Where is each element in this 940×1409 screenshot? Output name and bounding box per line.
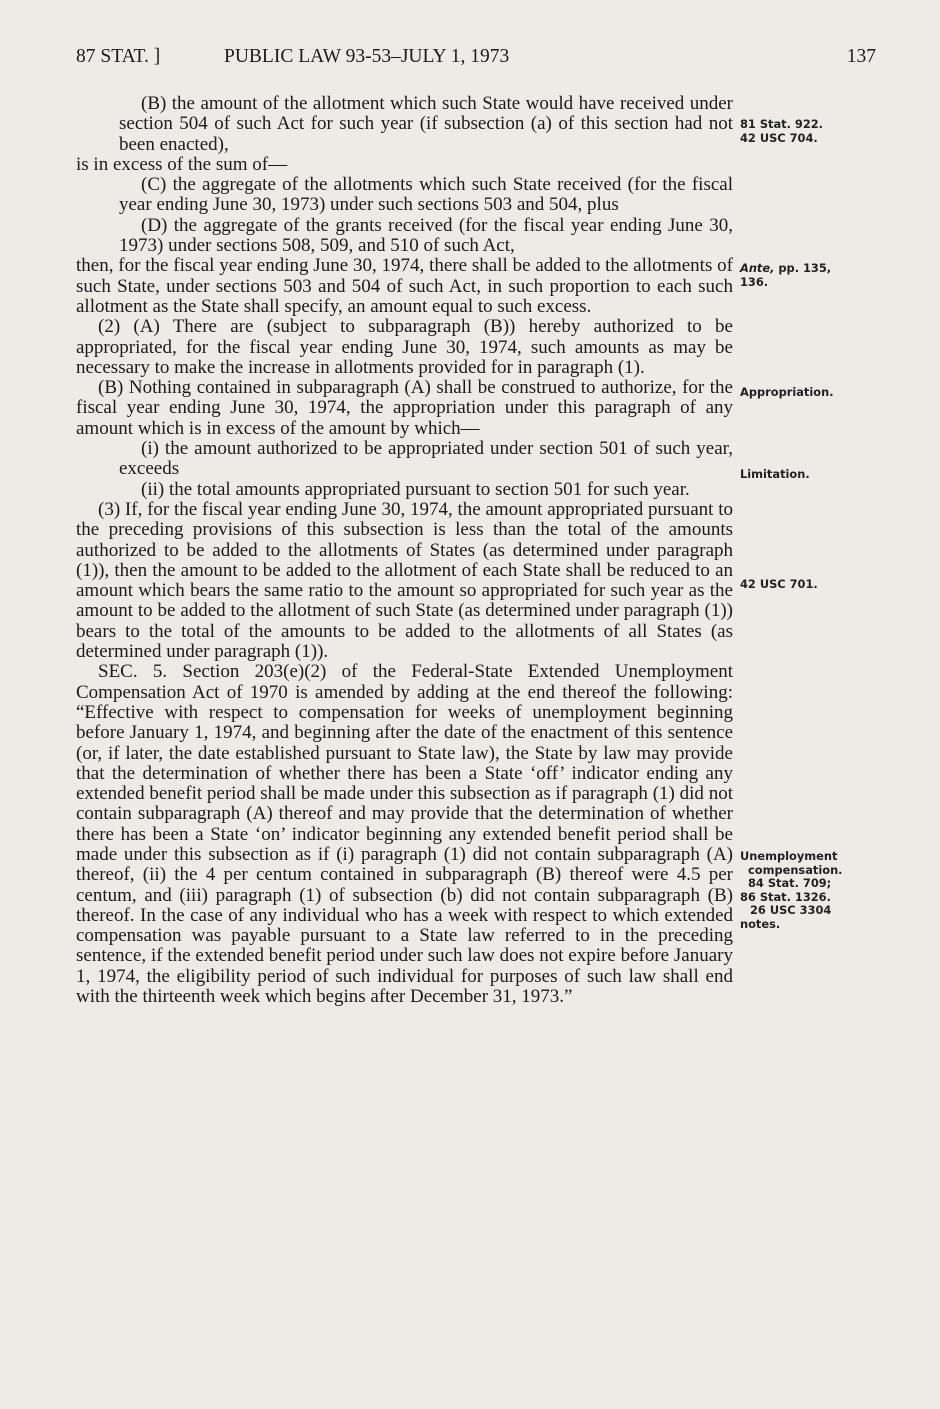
public-law-title: PUBLIC LAW 93-53–JULY 1, 1973 [224,46,510,67]
paragraph-i-amount-authorized: (i) the amount authorized to be appropriated under section 501 of such year, exceeds [119,438,733,480]
stat-volume: 87 STAT. ] [76,46,161,67]
paragraph-2a-appropriation: (2) (A) There are (subject to subparagraph (B)) hereby authorized to be appropriated, for the fiscal year ending June 30, 1974, such amounts as may be necessary to make the increase in allotments provided for in paragraph (1). [76,316,733,378]
paragraph-excess-lead: is in excess of the sum of— [76,153,288,175]
margin-note-appropriation: Appropriation. [740,385,834,399]
page-number: 137 [846,46,876,67]
paragraph-d-aggregate-grants: (D) the aggregate of the grants received (for the fiscal year ending June 30, 1973) under sections 508, 509, and 510 of such Act, [119,214,733,257]
law-text [76,94,733,1007]
section-5-text: SEC. 5. Section 203(e)(2) of the Federal-State Extended Unemployment Compensation Act of 1970 is amended by adding at the end thereof the following: “Effective with respect to compensation for weeks of unemployment beginning before January 1, 1974, and beginning after the date of the enactment of this sentence (or, if later, the date established pursuant to State law), the State by law may provide that the determination of whether there has been a State ‘off’ indicator ending any extended benefit period shall be made under this subsection as if paragraph (1) did not contain subparagraph (A) thereof and may provide that the determination of whether there has been a State ‘on’ indicator beginning any extended benefit period shall be made under this subsection as if (i) paragraph (1) did not contain subparagraph (A) thereof, (ii) the 4 per centum contained in subparagraph (B) thereof were 4.5 per centum, and (iii) paragraph (1) of subsection (b) did not contain subparagraph (B) thereof. In the case of any individual who has a week with respect to which extended compensation was payable pursuant to a State law referred to in the preceding sentence, if the extended benefit period under such law does not expire before January 1, 1974, the eligibility period of such individual for purposes of such law shall end with the thirteenth week which begins after December 31, 1973.” [76,661,733,1008]
paragraph-ii-total-appropriated: (ii) the total amounts appropriated pursuant to section 501 for such year. [141,478,690,500]
paragraph-then-added: then, for the fiscal year ending June 30, 1974, there shall be added to the allotments of such State, under sections 503 and 504 of such Act, in such proportion to each such allotment as the State shall specify, an amount equal to such excess. [76,255,733,317]
margin-note-stat-922: 81 Stat. 922. 42 USC 704. [740,117,823,145]
paragraph-3-reduction: (3) If, for the fiscal year ending June 30, 1974, the amount appropriated pursuant to the preceding provisions of this subsection is less than the total of the amounts authorized to be added to the allotments of States (as determined under paragraph (1)), then the amount to be added to the allotment of each State shall be reduced to an amount which bears the same ratio to the amount so appropriated for such year as the amount to be added to the allotment of such State (as determined under paragraph (1)) bears to the total of the amounts to be added to the allotments of all States (as determined under paragraph (1)). [76,498,733,663]
margin-note-unemployment: Unemployment compensation. 84 Stat. 709; 86 Stat. 1326. 26 USC 3304 notes. [740,849,843,931]
margin-note-usc-701: 42 USC 701. [740,577,818,591]
paragraph-c-aggregate-allotments: (C) the aggregate of the allotments which such State received (for the fiscal year ending June 30, 1973) under such sections 503 and 504, plus [119,174,733,216]
margin-note-ante: Ante, pp. 135, 136. [740,261,832,289]
page-header [76,46,876,76]
paragraph-2b-limitation: (B) Nothing contained in subparagraph (A) shall be construed to authorize, for the fiscal year ending June 30, 1974, the appropriation under this paragraph of any amount which is in excess of the amount by which— [76,377,733,439]
margin-note-limitation: Limitation. [740,467,810,481]
paragraph-b-allotment: (B) the amount of the allotment which such State would have received under section 504 of such Act for such year (if subsection (a) of this section had not been enacted), [119,93,733,155]
